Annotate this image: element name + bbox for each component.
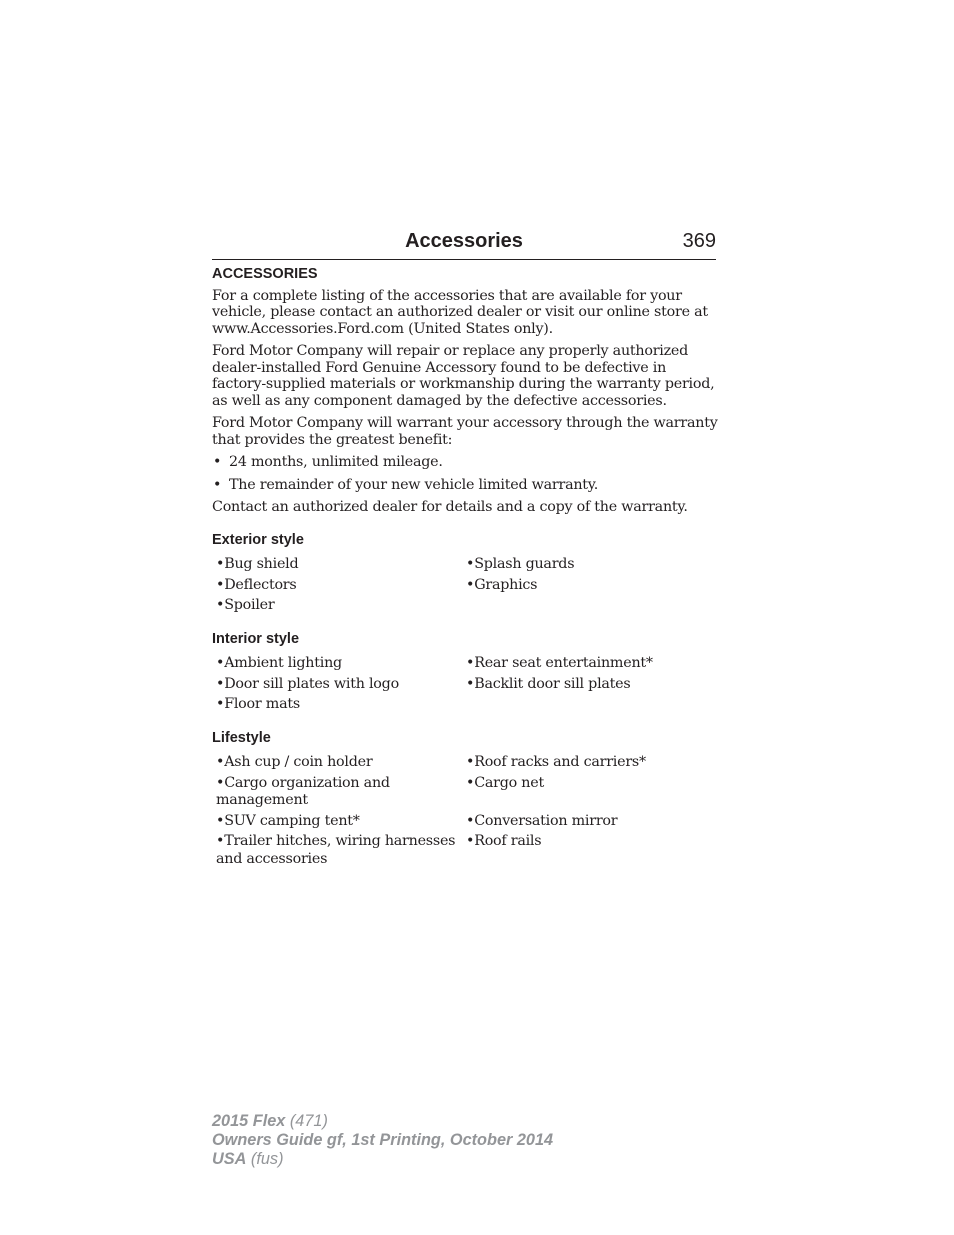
footer-market: USA	[212, 1150, 247, 1169]
list-item: • The remainder of your new vehicle limited warranty.	[212, 477, 718, 494]
footer-market-code: (fus)	[250, 1150, 284, 1169]
list-item: • Floor mats	[216, 696, 466, 714]
list-item: • Deflectors	[216, 577, 466, 595]
footer-market-line	[212, 1150, 553, 1169]
paragraph: Ford Motor Company will warrant your accessory through the warranty that provides the greatest benefit:	[212, 415, 718, 448]
interior-list	[212, 655, 718, 714]
subheading-exterior: Exterior style	[212, 531, 304, 548]
list-item: • Ambient lighting	[216, 655, 466, 673]
list-item: • Roof rails	[466, 833, 716, 868]
list-item: • Graphics	[466, 577, 716, 595]
footer-guide: Owners Guide gf, 1st Printing, October 2014	[212, 1131, 554, 1150]
paragraph: Ford Motor Company will repair or replace any properly authorized dealer-installed Ford Genuine Accessory found to be defective in factory-supplied materials or workmanship during the warranty period, as well as any component damaged by the defective accessories.	[212, 343, 715, 409]
list-item: • Conversation mirror	[466, 813, 716, 831]
list-item: • Door sill plates with logo	[216, 676, 466, 694]
lifestyle-list	[212, 754, 718, 868]
list-item: • Rear seat entertainment*	[466, 655, 716, 673]
footer-model: 2015 Flex	[212, 1112, 286, 1130]
page-footer	[212, 1112, 553, 1170]
list-item: • Bug shield	[216, 556, 466, 574]
footer-model-code: (471)	[289, 1112, 328, 1130]
main-content	[212, 266, 718, 868]
list-item: • Cargo net	[466, 775, 716, 810]
warranty-list	[212, 454, 718, 493]
paragraph: For a complete listing of the accessories that are available for your vehicle, please contact an authorized dealer or visit our online store at www.Accessories.Ford.com (United States only).	[212, 287, 708, 337]
page-number: 369	[682, 230, 716, 252]
list-item: • Splash guards	[466, 556, 716, 574]
exterior-list	[212, 556, 718, 615]
paragraph: Contact an authorized dealer for details and a copy of the warranty.	[212, 499, 688, 515]
list-item: • Backlit door sill plates	[466, 676, 716, 694]
list-item: • Trailer hitches, wiring harnesses and accessories	[216, 833, 466, 868]
list-item: • Ash cup / coin holder	[216, 754, 466, 772]
list-item: • Spoiler	[216, 597, 466, 615]
subheading-interior: Interior style	[212, 630, 300, 647]
subheading-lifestyle: Lifestyle	[212, 729, 271, 746]
list-item: • Cargo organization and management	[216, 775, 466, 810]
list-item: • SUV camping tent*	[216, 813, 466, 831]
section-heading: ACCESSORIES	[212, 266, 318, 282]
list-item: • 24 months, unlimited mileage.	[212, 454, 718, 471]
page-title: Accessories	[405, 230, 523, 252]
list-item: • Roof racks and carriers*	[466, 754, 716, 772]
page-header	[212, 228, 716, 260]
footer-model-line	[212, 1112, 553, 1131]
